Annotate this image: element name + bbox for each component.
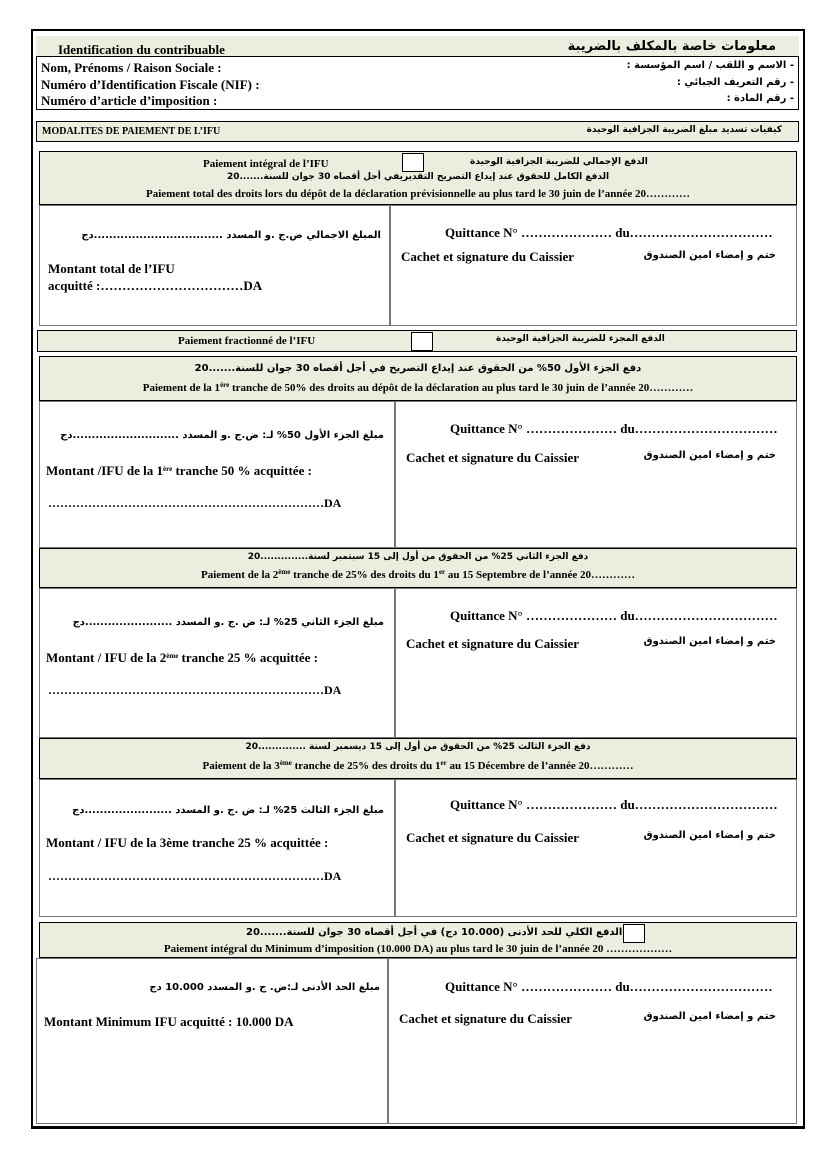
minimum-amount-cell	[36, 958, 388, 1124]
tranche2-amount-ar: مبلغ الجزء الثاني 25% لـ: ض .ج .و المسدد .......................دج	[72, 617, 384, 628]
tranche3-cachet-fr: Cachet et signature du Caissier	[406, 830, 580, 845]
integral-title-fr: Paiement intégral de l’IFU	[203, 158, 329, 170]
tranche2-receipt-cell	[395, 588, 797, 738]
tranche3-amount-ar: مبلغ الجزء الثالث 25% لـ: ض .ج .و المسدد .......................دج	[72, 805, 384, 816]
fractionne-title-fr: Paiement fractionné de l’IFU	[178, 335, 316, 347]
tranche2-cachet-fr: Cachet et signature du Caissier	[406, 636, 580, 651]
nif-label: Numéro d’Identification Fiscale (NIF) :	[41, 77, 260, 92]
minimum-cachet-ar: ختم و إمضاء امين الصندوق	[643, 1011, 776, 1022]
name-label: Nom, Prénoms / Raison Sociale :	[41, 60, 222, 75]
tranche2-head-fr: Paiement de la 2ème tranche de 25% des droits du 1er au 15 Septembre de l’année 20…………	[200, 568, 636, 581]
tranche1-receipt-cell	[395, 401, 797, 548]
tranche1-amount-cell	[39, 401, 395, 548]
integral-receipt-cell	[390, 205, 797, 326]
minimum-quittance: Quittance N° ………………… du……………………………	[445, 979, 773, 994]
identification-block	[36, 36, 799, 110]
tranche2-cachet-ar: ختم و إمضاء امين الصندوق	[643, 636, 776, 647]
tranche1-head-ar: دفع الجزء الأول 50% من الحقوق عند إيداع التصريح في أجل أقصاه 30 جوان للسنة.......20	[194, 363, 642, 374]
integral-checkbox[interactable]	[402, 153, 424, 172]
tranche2-amount-fr: Montant / IFU de la 2ème tranche 25 % acquittée :	[46, 650, 319, 665]
integral-title-ar: الدفع الإجمالي للضريبة الجزافية الوحيدة	[470, 157, 648, 167]
tranche1-amount-ar: مبلغ الجزء الأول 50% لـ: ض.ج .و المسدد ............................دج	[60, 430, 384, 441]
modalites-header	[36, 121, 799, 142]
tranche3-header	[39, 738, 797, 779]
tranche2-amount-cell	[39, 588, 395, 738]
tranche3-receipt-cell	[395, 779, 797, 917]
tranche1-cachet-ar: ختم و إمضاء امين الصندوق	[643, 450, 776, 461]
nif-label-ar: - رقم التعريف الجبائي :	[676, 77, 794, 88]
tranche3-amount-fr: Montant / IFU de la 3ème tranche 25 % acquittée :	[46, 835, 329, 850]
minimum-head-fr: Paiement intégral du Minimum d’imposition (10.000 DA) au plus tard le 30 juin de l’année 20 ………………	[163, 943, 673, 955]
minimum-cachet-fr: Cachet et signature du Caissier	[399, 1011, 573, 1026]
tranche2-dots: ……………………………………………………………DA	[48, 683, 342, 697]
integral-amount-cell	[39, 205, 390, 326]
tranche3-dots: ……………………………………………………………DA	[48, 869, 342, 883]
tranche1-cachet-fr: Cachet et signature du Caissier	[406, 450, 580, 465]
identification-title-fr: Identification du contribuable	[58, 42, 225, 57]
tranche3-amount-cell	[39, 779, 395, 917]
integral-quittance: Quittance N° ………………… du……………………………	[445, 225, 773, 240]
integral-amount-fr-1: Montant total de l’IFU	[48, 261, 175, 276]
tranche2-quittance: Quittance N° ………………… du……………………………	[450, 608, 778, 623]
tranche1-header	[39, 356, 797, 401]
article-label: Numéro d’article d’imposition :	[41, 93, 218, 108]
minimum-checkbox[interactable]	[623, 924, 645, 943]
article-label-ar: - رقم المادة :	[726, 93, 794, 104]
tranche1-head-fr: Paiement de la 1ère tranche de 50% des droits au dépôt de la déclaration au plus tard le 30 juin de l’année 20…………	[142, 381, 694, 394]
tranche1-quittance: Quittance N° ………………… du……………………………	[450, 421, 778, 436]
integral-subtitle-fr: Paiement total des droits lors du dépôt de la déclaration prévisionnelle au plus tard le 30 juin de l’année 20…………	[145, 188, 690, 200]
integral-amount-ar: المبلغ الاجمالي ض.ج .و المسدد ..................................دج	[81, 230, 381, 241]
identification-title-ar: معلومات خاصة بالمكلف بالضريبة	[567, 39, 776, 54]
integral-cachet-ar: ختم و إمضاء امين الصندوق	[643, 250, 776, 261]
minimum-amount-ar: مبلغ الحد الأدنى لـ:ض. ج .و المسدد 10.000 دج	[149, 982, 380, 993]
tranche3-quittance: Quittance N° ………………… du……………………………	[450, 797, 778, 812]
fractionne-checkbox[interactable]	[411, 332, 433, 351]
integral-subtitle-ar: الدفع الكامل للحقوق عند إيداع التصريح التقديريفي أجل أقصاه 30 جوان للسنة.......20	[226, 172, 610, 182]
minimum-receipt-cell	[388, 958, 797, 1124]
minimum-amount-fr: Montant Minimum IFU acquitté : 10.000 DA	[44, 1014, 294, 1029]
tranche3-head-ar: دفع الجزء الثالث 25% من الحقوق من أول إلى 15 ديسمبر لسنة ..............20	[245, 742, 591, 752]
tranche2-head-ar: دفع الجزء الثاني 25% من الحقوق من أول إلى 15 سبتمبر لسنة..............20	[247, 552, 589, 562]
name-label-ar: - الاسم و اللقب / اسم المؤسسة :	[626, 60, 794, 71]
integral-cachet-fr: Cachet et signature du Caissier	[401, 249, 575, 264]
tranche3-cachet-ar: ختم و إمضاء امين الصندوق	[643, 830, 776, 841]
fractionne-header	[37, 330, 797, 352]
minimum-head-ar: الدفع الكلي للحد الأدنى (10.000 دج) في أجل أقصاه 30 جوان للسنة.......20	[246, 927, 623, 938]
integral-header	[39, 151, 797, 205]
tranche3-head-fr: Paiement de la 3ème tranche de 25% des droits du 1er au 15 Décembre de l’année 20…………	[202, 759, 634, 772]
integral-amount-fr-2: acquitté :……………………………DA	[48, 278, 263, 293]
minimum-header	[39, 922, 797, 958]
tranche1-dots: ……………………………………………………………DA	[48, 496, 342, 510]
modalites-title-fr: MODALITES DE PAIEMENT DE L’IFU	[42, 126, 221, 137]
tranche2-header	[39, 548, 797, 588]
tranche1-amount-fr: Montant /IFU de la 1ère tranche 50 % acquittée :	[46, 463, 312, 478]
modalites-title-ar: كيفيات تسديد مبلغ الضريبة الجزافية الوحيدة	[586, 125, 782, 135]
fractionne-title-ar: الدفع المجزء للضريبة الجزافية الوحيدة	[496, 334, 665, 344]
